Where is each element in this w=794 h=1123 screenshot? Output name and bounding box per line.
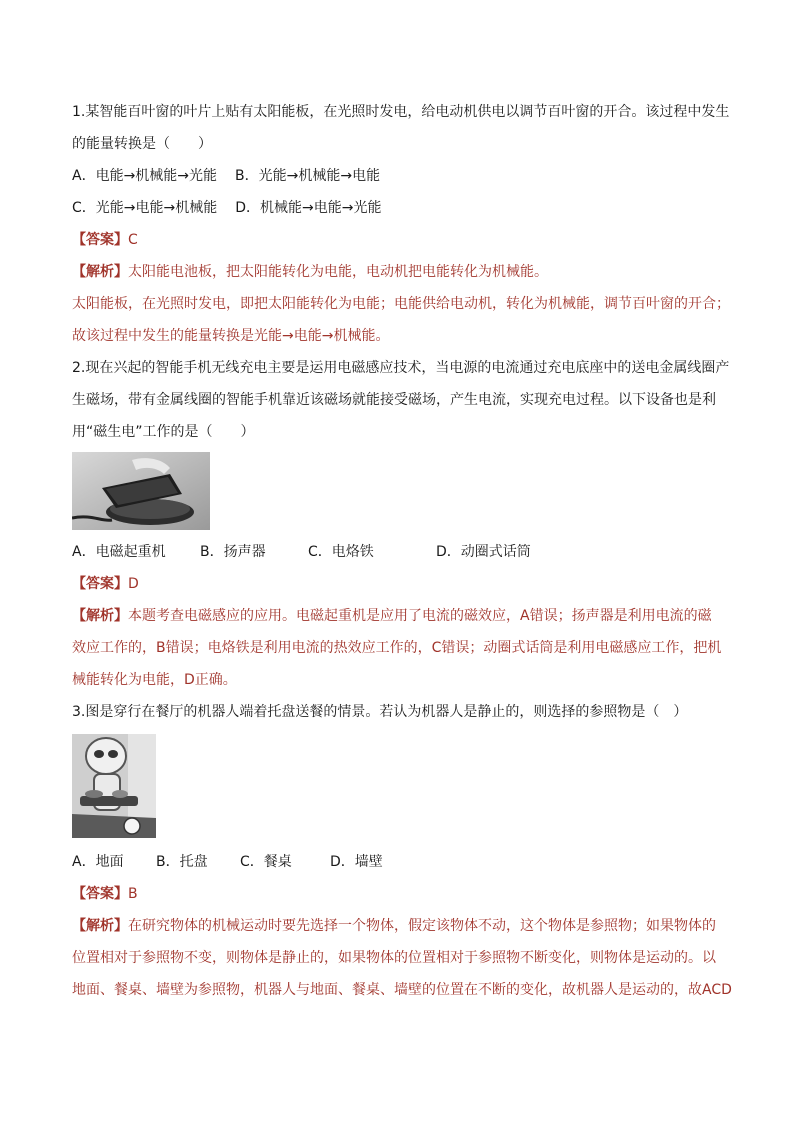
- question-1-stem-line-2: 的能量转换是（ ）: [72, 136, 212, 152]
- question-1-options-row-2: [72, 192, 722, 224]
- question-3-stem-line-1: 3.图是穿行在餐厅的机器人端着托盘送餐的情景。若认为机器人是静止的，则选择的参照物是（ ）: [72, 704, 688, 720]
- question-1-option-a: A．电能→机械能→光能: [72, 168, 218, 184]
- question-1-option-d: D．机械能→电能→光能: [235, 200, 382, 216]
- answer-value: D: [128, 576, 139, 592]
- question-1-answer: [72, 224, 722, 256]
- question-1-analysis-line-3: 故该过程中发生的能量转换是光能→电能→机械能。: [72, 328, 390, 344]
- question-3-options-row: [72, 846, 722, 878]
- question-3-option-a: A．地面: [72, 854, 124, 870]
- question-2-option-b: B．扬声器: [200, 544, 266, 560]
- analysis-text: 在研究物体的机械运动时要先选择一个物体，假定该物体不动，这个物体是参照物；如果物体的: [128, 918, 716, 934]
- answer-value: B: [128, 886, 138, 902]
- question-1-stem-line-1: 1.某智能百叶窗的叶片上贴有太阳能板，在光照时发电，给电动机供电以调节百叶窗的开合。该过程中发生: [72, 104, 730, 120]
- question-2-option-c: C．电烙铁: [308, 544, 374, 560]
- question-2-option-d: D．动圈式话筒: [436, 544, 531, 560]
- question-2-stem-line-2: 生磁场，带有金属线圈的智能手机靠近该磁场就能接受磁场，产生电流，实现充电过程。以下设备也是利: [72, 392, 716, 408]
- question-2-options-row: [72, 536, 722, 568]
- question-2-option-a: A．电磁起重机: [72, 544, 166, 560]
- question-3-analysis-line-1: [72, 910, 722, 942]
- question-3-analysis-line-2: 位置相对于参照物不变，则物体是静止的，如果物体的位置相对于参照物不断变化，则物体是运动的。以: [72, 950, 716, 966]
- question-2: [72, 352, 730, 696]
- question-2-stem-line-1: 2.现在兴起的智能手机无线充电主要是运用电磁感应技术，当电源的电流通过充电底座中的送电金属线圈产: [72, 360, 730, 376]
- wireless-charging-phone-image: [72, 452, 210, 530]
- document-page: [72, 96, 732, 1006]
- analysis-label: 【解析】: [72, 264, 128, 280]
- question-3-option-c: C．餐桌: [240, 854, 292, 870]
- question-3-option-d: D．墙壁: [330, 854, 383, 870]
- question-1-analysis-line-1: [72, 256, 722, 288]
- question-2-answer: [72, 568, 722, 600]
- analysis-text: 本题考查电磁感应的应用。电磁起重机是应用了电流的磁效应，A错误；扬声器是利用电流的磁: [128, 608, 712, 624]
- question-2-analysis-line-1: [72, 600, 722, 632]
- question-2-analysis-line-3: 械能转化为电能，D正确。: [72, 672, 237, 688]
- question-1-option-b: B．光能→机械能→电能: [235, 168, 381, 184]
- answer-value: C: [128, 232, 138, 248]
- question-1-options-row-1: [72, 160, 722, 192]
- question-2-stem-line-3: 用“磁生电”工作的是（ ）: [72, 424, 255, 440]
- answer-label: 【答案】: [72, 576, 128, 592]
- question-3-option-b: B．托盘: [156, 854, 208, 870]
- question-1-option-c: C．光能→电能→机械能: [72, 200, 218, 216]
- answer-label: 【答案】: [72, 886, 128, 902]
- answer-label: 【答案】: [72, 232, 128, 248]
- restaurant-robot-image: [72, 734, 156, 838]
- question-3-answer: [72, 878, 722, 910]
- analysis-label: 【解析】: [72, 918, 128, 934]
- question-1: [72, 96, 730, 352]
- question-1-analysis-line-2: 太阳能板，在光照时发电，即把太阳能转化为电能；电能供给电动机，转化为机械能，调节百叶窗的开合；: [72, 296, 730, 312]
- question-2-analysis-line-2: 效应工作的，B错误；电烙铁是利用电流的热效应工作的，C错误；动圈式话筒是利用电磁感应工作，把机: [72, 640, 722, 656]
- question-3: [72, 696, 732, 1006]
- analysis-label: 【解析】: [72, 608, 128, 624]
- analysis-text: 太阳能电池板，把太阳能转化为电能，电动机把电能转化为机械能。: [128, 264, 548, 280]
- question-3-analysis-line-3: 地面、餐桌、墙壁为参照物，机器人与地面、餐桌、墙壁的位置在不断的变化，故机器人是运动的，故ACD: [72, 982, 732, 998]
